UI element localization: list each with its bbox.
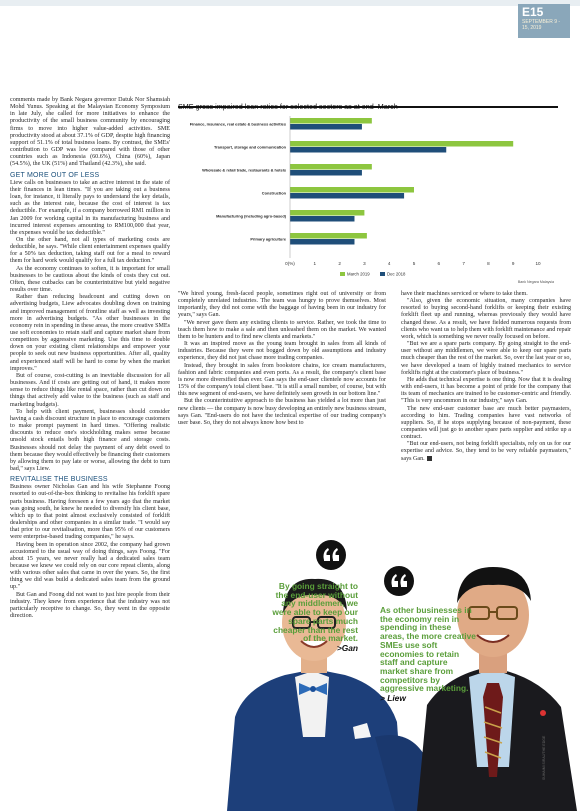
paragraph: "Also, given the economic situation, many companies have resorted to buying second-hand forklifts or keeping their existing forklift fleet up and running, whereas previously they would have changed these. As a result, we have fielded numerous requests from clients who want us to help them with forklift maintenance and repair work, which is something we never really focused on before. [401,298,571,340]
paragraph: "We hired young, fresh-faced people, sometimes right out of university or from completely unrelated industries. The team was hungry to prove themselves. Most importantly, they did not come with the baggage of having been in our industry for years," says Gan. [178,291,386,319]
bar-dec-2018 [290,147,446,153]
bar-march-2019 [290,118,372,124]
legend-label: Dec 2018 [387,271,406,276]
page-number: E15 [522,5,544,19]
paragraph: But the counterintuitive approach to the business has yielded a lot more than just new clients — the company is now busy developing an entirely new business stream, says Gan. "End-users do not have the technical expertise of our trading company's user base. So, they do not always know how best to [178,398,386,426]
paragraph: "But we are a spare parts company. By going straight to the end-user without any middlemen, we were able to keep our spare parts much cheaper than the rest of the market. So, over the last year or so, we have developed a team of highly trained mechanics to service forklifts right at the customer's place of business." [401,341,571,376]
paragraph [401,441,571,462]
paragraph: Instead, they brought in sales from bookstore chains, ice cream manufacturers, fashion and fabric companies and even ports. As a result, the company's client base is now more diversified than ever. Gan says the end-user clientele now accounts for 15% of the company's total client base. "It is still a small number, of course, but with this new segment of end-users, we have definitely seen growth in our bottom line." [178,362,386,398]
pull-quote-gan [268,582,358,653]
pull-quote-attribution: >Gan [336,642,358,653]
paragraph: Business owner Nicholas Gan and his wife Stephanne Foong resorted to out-of-the-box thinking to revitalise his forklift spare parts business. Having foreseen a few years ago that the market was going south, he knew he needed to diversify his client base, which up to that point almost exclusively consisted of forklift dealerships and other companies in a similar trade. "I would say that prior to our revitalisation, more than 95% of our customers were enterprise-based trading companies," he says. [10,484,170,541]
bar-march-2019 [290,187,414,193]
paragraph: As the economy continues to soften, it is important for small businesses to be cautious about the kinds of costs they cut out. Often, these cutbacks can be counterintuitive but yield negative results over time. [10,265,170,294]
paragraph: But Gan and Foong did not want to just hire people from their industry. They knew from experience that the industry was not particularly receptive to change. So, they went in the opposite direction. [10,591,170,620]
x-tick-label: 7 [462,261,465,266]
pull-quote-text: As other businesses in the economy rein in spending in these areas, the more creative SMEs use soft economies to retain staff and capture market share from competitors by aggressive marketing. [380,605,476,694]
category-label: Finance, insurance, real estate & business activities [189,121,286,127]
pull-quote-text: By going straight to the end-user without any middlemen, we were able to keep our spare parts much cheaper than the rest of the market. [272,581,358,644]
bar-dec-2018 [290,239,354,245]
quote-mark-icon [384,566,414,596]
paragraph: On the other hand, not all types of marketing costs are deductible, he says. "While client entertainment expenses qualify for a 50% tax deduction, taking staff out for a meal to reward them for hard work would qualify for a full tax deduction." [10,236,170,265]
category-label: Construction [261,190,286,196]
x-tick-label: 8 [487,261,490,266]
chart-title: SME gross impaired loan ratios for selected sectors as at end–March [178,102,398,111]
x-tick-label: 6 [437,261,441,266]
photo-credit: SUHAIMI SIRAJ/THE EDGE [542,735,546,780]
article-column-3 [401,291,571,463]
bar-dec-2018 [290,124,362,130]
paragraph: It was an inspired move as the young team brought in sales from all kinds of industries. Because they were not bogged down by old assumptions and industry experience, they did not just chase more trading companies. [178,341,386,362]
paragraph: Liew calls on businesses to take an active interest in the state of their finances in lean times. "If you are taking out a business loan, for instance, it literally pays to understand the key details, such as the interest rate, because the cost of interest is tax deductible. For example, if a company borrowed RM1 million in Jan 2009 for working capital in its manufacturing business and incurred interest expenses amounting to RM100,000 that year, the expenses would be tax deductible." [10,179,170,236]
category-label: Transport, storage and communication [214,144,286,150]
article-column-2 [178,291,386,427]
legend-label: March 2019 [347,271,370,276]
x-tick-label: 3 [363,261,366,266]
category-label: Manufacturing (including agro-based) [216,213,286,219]
legend-swatch [380,272,385,276]
category-label: Wholesale & retail trade, restaurants & hotels [202,167,286,173]
paragraph: To help with client payment, businesses should consider having a cash discount structure in place to encourage customers to make prompt payment in hard times. "Offering realistic discounts to reduce one's stockholding makes sense because unsold stock entails both high finance and storage costs. Businesses should not delay the payment of any debt owed to them because they would effectively be financing their customers by allowing them to pay late or worse, allowing the debt to turn bad," says Liew. [10,408,170,472]
top-band [0,0,580,6]
x-tick-label: 0(%) [285,261,295,266]
x-tick-label: 1 [313,261,317,266]
paragraph: comments made by Bank Negara governor Datuk Nor Shamsiah Mohd Yunus. Speaking at the Malaysian Economy Symposium in late July, she called for more initiatives to enhance the productivity of the small business community by encouraging firms to move into higher value-added activities. SME productivity stood at about 37.1% of GDP, despite high financing support of 51.1% of total business loans. By contrast, the SMEs' contribution to GDP was low compared with those of other countries such as Indonesia (60.6%), China (60%), Japan (54.5%), the UK (51%) and Thailand (42.3%), she said. [10,97,170,168]
paragraph: "We never gave them any existing clients to service. Rather, we took the time to teach them how to make a sale and then unleashed them on the market. We wanted them to be hunters and to find new clients and markets." [178,319,386,340]
chart-title-bar [178,96,558,111]
x-tick-label: 4 [387,261,391,266]
section-heading: REVITALISE THE BUSINESS [10,476,108,484]
paragraph: The new end-user customer base are much better paymasters, according to him. Trading companies have vast networks of suppliers. So, if he stops supplying because of non-payment, these companies will just go to another spare parts supplier and strike up a contract. [401,405,571,441]
paragraph-text: "But our end-users, not being forklift specialists, rely on us for our expertise and advice. So, they tend to be very reliable paymasters," says Gan. [401,441,571,462]
bar-march-2019 [290,141,513,147]
bar-dec-2018 [290,216,354,222]
issue-date: SEPTEMBER 9 - 15, 2019 [522,19,561,31]
page-number-box [518,4,570,38]
bar-dec-2018 [290,170,362,176]
article-column-1 [10,97,170,620]
bar-march-2019 [290,164,372,170]
x-tick-label: 9 [511,261,515,266]
pull-quote-attribution: > Liew [380,693,406,704]
quote-mark-icon [316,540,346,570]
legend-swatch [340,272,345,276]
bar-dec-2018 [290,193,404,199]
paragraph: Having been in operation since 2002, the company had grown accustomed to the usual way of doing things, says Foong. "For about 15 years, we never really had a dedicated sales team because we knew we could rely on our core repeat clients, along with various other sales that came in over the years. So, the first thing we did was build a dedicated sales team from the ground up." [10,541,170,591]
chart-source: Bank Negara Malaysia [517,280,554,284]
chart-plot [178,110,558,276]
x-tick-label: 5 [412,261,416,266]
pull-quote-liew [380,606,476,703]
paragraph: have their machines serviced or where to take them. [401,291,528,297]
bar-march-2019 [290,233,367,239]
x-tick-label: 2 [338,261,341,266]
section-heading: GET MORE OUT OF LESS [10,171,100,179]
loan-ratio-chart [178,96,558,286]
bar-march-2019 [290,210,364,216]
category-label: Primary agriculture [250,236,286,242]
paragraph: But of course, cost-cutting is an inevitable discussion for all businesses. And if costs are getting out of hand, it makes more sense to reduce things like rental space, rather than cut down on things that actively add value to the business (such as staff and marketing budgets). [10,372,170,408]
end-mark-icon [427,456,432,461]
x-tick-label: 10 [535,261,541,266]
paragraph: He adds that technical expertise is one thing. Now that it is dealing with end-users, it has become a point of pride for the company that its team of mechanics are trained to be customer-centric and friendly. "This is very uncommon in our industry," says Gan. [401,376,571,405]
paragraph: Rather than reducing headcount and cutting down on advertising budgets, Liew advocates doubling down on training and improved management of frontline staff as well as investing more in advertising budgets. "As other businesses in the economy rein in spending in these areas, the more creative SMEs use soft economies to retain staff and capture market share from competitors by aggressive marketing. Use this time to double down on your existing client relationships and empower your people to seek out new business opportunities. After all, quality and experienced staff will be hard to come by when the market improves." [10,294,170,372]
